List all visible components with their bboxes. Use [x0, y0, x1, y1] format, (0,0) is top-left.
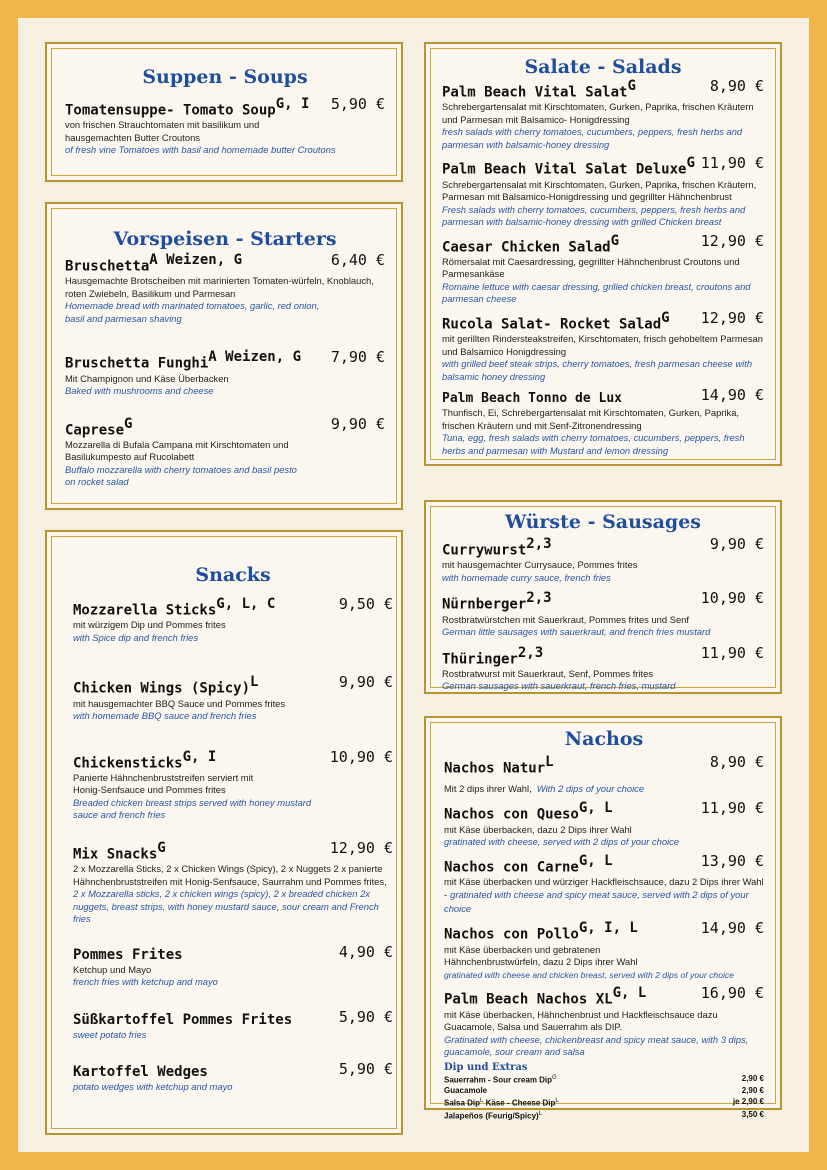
item-description-en: German little sausages with sauerkraut, and french fries mustard — [442, 626, 711, 638]
item-name: Kartoffel Wedges — [73, 1064, 208, 1081]
item-description-en: with Spice dip and french fries — [73, 631, 199, 643]
item-description-de: mit Käse überbacken, dazu 2 Dips ihrer Wahl — [444, 823, 632, 835]
item-price: 11,90 € — [700, 154, 764, 173]
item-price: 14,90 € — [700, 919, 764, 938]
item-description-en: potato wedges with ketchup and mayo — [73, 1081, 233, 1093]
item-name: Mozzarella Sticks — [73, 602, 217, 619]
extra-name: Salsa Dip — [444, 1098, 481, 1108]
menu-item — [442, 387, 764, 457]
item-name: Caprese — [65, 421, 125, 438]
item-allergens: G, I, L — [578, 920, 638, 937]
item-name: Bruschetta Funghi — [65, 355, 209, 372]
item-description-de: Mit 2 dips ihrer Wahl, — [444, 783, 532, 795]
extra-allergens: L — [538, 1110, 543, 1117]
item-allergens: 2,3 — [526, 536, 552, 552]
item-name: Bruschetta — [65, 258, 150, 275]
menu-item — [73, 674, 393, 722]
item-description-de: Schrebergartensalat mit Kirschtomaten, Gurken, Paprika, frischen Kräutern, Parmesan mit Balsamico-Honigdressing und gegrillter Hähnchenbrust — [442, 178, 757, 203]
item-name: Mix Snacks — [73, 846, 158, 863]
extra-allergens: L — [555, 1098, 559, 1105]
item-description-en: German sausages with sauerkraut, french fries, mustard — [442, 680, 676, 692]
menu-item — [442, 590, 764, 638]
menu-item — [65, 252, 385, 325]
nachos-section — [424, 716, 782, 1121]
item-price: 4,90 € — [338, 942, 393, 961]
item-name: Rucola Salat- Rocket Salad — [442, 316, 662, 333]
item-allergens: G — [157, 839, 166, 856]
section-title: Salate - Salads — [524, 56, 682, 78]
menu-item — [442, 155, 764, 228]
menu-item — [73, 840, 393, 926]
section-title: Snacks — [195, 564, 271, 586]
extras-title: Dip und Extras — [444, 1061, 528, 1073]
item-description-en: sweet potato fries — [73, 1028, 147, 1040]
item-allergens: G — [610, 232, 620, 249]
item-price: 11,90 € — [700, 799, 764, 818]
item-description-en: Romaine lettuce with caesar dressing, grilled chicken breast, croutons and parmesan cheese — [442, 280, 751, 305]
item-description-de: mit hausgemachter BBQ Sauce und Pommes frites — [73, 697, 286, 709]
menu-item — [444, 800, 764, 848]
item-name: Palm Beach Nachos XL — [444, 991, 613, 1008]
item-description-de: mit Käse überbacken, Hähnchenbrust und Hackfleischsauce dazu Guacamole, Salsa und Sauerrahm als DIP. — [444, 1008, 718, 1033]
item-name: Süßkartoffel Pommes Frites — [73, 1011, 293, 1028]
item-price: 11,90 € — [700, 643, 764, 662]
item-name: Palm Beach Vital Salat — [442, 84, 628, 101]
menu-item — [65, 96, 385, 157]
item-price: 13,90 € — [700, 851, 764, 870]
item-allergens: 2,3 — [526, 590, 552, 607]
section-title: Vorspeisen - Starters — [113, 228, 337, 250]
item-description-de: mit Käse überbacken und gebratenen Hähnchenbrustwürfeln, dazu 2 Dips ihrer Wahl — [444, 943, 638, 968]
item-allergens: G, L — [612, 985, 647, 1002]
menu-item — [65, 349, 385, 397]
item-name: Nachos con Queso — [444, 806, 579, 823]
item-name: Pommes Frites — [73, 946, 183, 963]
item-description-en: Tuna, egg, fresh salads with cherry tomatoes, cucumbers, peppers, fresh herbs and parmesan with Mustard and lemon dressing — [442, 432, 745, 456]
menu-item — [442, 310, 764, 383]
salads-section — [424, 42, 782, 466]
menu-item — [444, 754, 764, 796]
item-description-de: mit gerillten Rindersteakstreifen, Kirschtomaten, frisch gehobeltem Parmesan und Balsamico Honigdressing — [442, 333, 763, 357]
extra-allergens: G — [552, 1074, 557, 1081]
menu-item — [65, 416, 385, 489]
menu-item — [442, 645, 764, 693]
item-price: 9,90 € — [338, 673, 393, 692]
extra-name: Sauerrahm - Sour cream Dip — [444, 1075, 553, 1085]
item-price: 12,90 € — [700, 231, 764, 250]
item-price: 9,90 € — [709, 535, 764, 553]
item-description-en: With 2 dips of your choice — [536, 783, 645, 795]
item-description-de: Thunfisch, Ei, Schrebergartensalat mit Kirschtomaten, Gurken, Paprika, frischen Kräutern und mit Senf-Zitronendressing — [442, 407, 740, 431]
item-description-en: Gratinated with cheese, chickenbreast and spicy meat sauce, with 3 dips, guacamole, sour cream and salsa — [444, 1033, 749, 1058]
menu-item — [73, 1061, 393, 1094]
item-description-en: with homemade BBQ sauce and french fries — [73, 710, 257, 722]
menu-item — [444, 853, 764, 917]
extra-name: Käse - Cheese Dip — [485, 1098, 556, 1108]
extra-price: 3,50 € — [741, 1109, 764, 1119]
item-description-en: of fresh vine Tomatoes with basil and homemade butter Croutons — [65, 144, 336, 156]
menu-item — [442, 536, 764, 584]
item-description-de: Mit Champignon und Käse Überbacken — [65, 372, 229, 384]
item-description-en: gratinated with cheese and chicken breast, served with 2 dips of your choice — [444, 969, 734, 980]
item-name: Palm Beach Tonno de Lux — [442, 391, 623, 407]
item-name: Chickensticks — [73, 754, 183, 771]
item-description-en: Baked with mushrooms and cheese — [65, 385, 214, 397]
item-name: Palm Beach Vital Salat Deluxe — [442, 161, 687, 178]
item-description-en: Buffalo mozzarella with cherry tomatoes and basil pesto on rocket salad — [65, 463, 297, 488]
item-allergens: G, L — [578, 852, 613, 869]
section-title: Würste - Sausages — [505, 511, 701, 533]
item-price: 8,90 € — [709, 753, 764, 771]
item-allergens: G — [124, 415, 133, 432]
item-price: 5,90 € — [330, 95, 385, 113]
item-allergens: L — [545, 754, 554, 770]
menu-item — [444, 920, 764, 981]
menu-item — [442, 233, 764, 306]
extra-price: 2,90 € — [741, 1073, 764, 1083]
item-description-en: with homemade curry sauce, french fries — [442, 571, 611, 583]
menu-item — [73, 1009, 393, 1042]
item-price: 5,90 € — [338, 1060, 393, 1079]
extra-name: Guacamole — [444, 1086, 488, 1096]
menu-item — [442, 78, 764, 151]
extras-row — [444, 1096, 764, 1109]
item-description-en: 2 x Mozzarella sticks, 2 x chicken wings (spicy), 2 x breaded chicken 2x nuggets, breast strips, with honey mustard sauce, sour cream and French fries — [73, 888, 379, 925]
item-price: 7,90 € — [330, 348, 385, 367]
item-name: Chicken Wings (Spicy) — [73, 680, 251, 697]
item-allergens: G — [627, 78, 636, 94]
item-description-de: Rostbratwürstchen mit Sauerkraut, Pommes frites und Senf — [442, 613, 689, 625]
item-name: Nachos con Carne — [444, 858, 579, 875]
item-allergens: G — [661, 309, 670, 326]
item-description-en: fresh salads with cherry tomatoes, cucumbers, peppers, fresh herbs and parmesan with balsamic-honey dressing — [442, 126, 743, 150]
item-description-en: Homemade bread with marinated tomatoes, garlic, red onion, basil and parmesan shaving — [65, 300, 320, 324]
item-description-de: mit Käse überbacken und würziger Hackfleischsauce, dazu 2 Dips ihrer Wahl - — [444, 875, 764, 901]
item-name: Nürnberger — [442, 596, 527, 613]
item-name: Nachos Natur — [444, 760, 546, 777]
item-name: Thüringer — [442, 650, 518, 667]
item-description-de: von frischen Strauchtomaten mit basilikum und hausgemachten Butter Croutons — [65, 119, 260, 143]
item-name: Currywurst — [442, 542, 527, 559]
item-price: 14,90 € — [700, 386, 764, 405]
item-description-en: french fries with ketchup and mayo — [73, 976, 218, 988]
item-description-en: gratinated with cheese, served with 2 dips of your choice — [444, 836, 680, 848]
item-price: 10,90 € — [329, 747, 393, 766]
item-description-de: Schrebergartensalat mit Kirschtomaten, Gurken, Paprika, frischen Kräutern und Parmesan mit Balsamico- Honigdressing — [442, 101, 754, 125]
item-price: 10,90 € — [700, 589, 764, 608]
menu-item — [73, 749, 393, 822]
item-price: 8,90 € — [709, 77, 764, 95]
extra-price: 2,90 € — [741, 1086, 764, 1096]
extra-price: je 2,90 € — [732, 1097, 764, 1107]
menu-item — [73, 944, 393, 989]
item-description-en: with grilled beef steak strips, cherry tomatoes, fresh parmesan cheese with balsamic honey dressing — [442, 358, 753, 382]
section-title: Nachos — [564, 728, 644, 750]
item-allergens: 2,3 — [517, 644, 544, 661]
item-description-en: gratinated with cheese and spicy meat sauce, served with 2 dips of your choice — [444, 889, 749, 914]
item-description-de: mit würzigem Dip und Pommes frites — [73, 619, 226, 631]
item-name: Nachos con Pollo — [444, 926, 579, 943]
item-allergens: A Weizen, G — [149, 252, 243, 268]
soups-section — [45, 42, 403, 182]
item-description-en: Breaded chicken breast strips served with honey mustard sauce and french fries — [73, 796, 312, 821]
item-allergens: L — [250, 674, 259, 691]
menu-item — [73, 596, 393, 644]
item-allergens: A Weizen, G — [208, 349, 302, 366]
item-description-de: 2 x Mozzarella Sticks, 2 x Chicken Wings (Spicy), 2 x Nuggets 2 x panierte Hähnchenbruststreifen mit Honig-Senfsauce, Saurrahm und Pommes frites, — [73, 863, 387, 887]
item-price: 12,90 € — [329, 838, 393, 857]
item-price: 6,40 € — [330, 251, 385, 269]
section-title: Suppen - Soups — [142, 66, 308, 88]
item-description-de: Rostbratwurst mit Sauerkraut, Senf, Pommes frites — [442, 667, 654, 679]
item-description-de: Ketchup und Mayo — [73, 963, 152, 975]
item-description-en: Fresh salads with cherry tomatoes, cucumbers, peppers, fresh herbs and parmesan with balsamic-honey dressing with grilled Chicken breast — [442, 203, 746, 228]
item-description-de: mit hausgemachter Currysauce, Pommes frites — [442, 559, 638, 571]
extra-name: Jalapeños (Feurig/Spicy) — [444, 1111, 539, 1121]
item-name: Tomatensuppe- Tomato Soup — [65, 102, 276, 119]
item-allergens: G, L — [578, 800, 613, 817]
item-price: 9,90 € — [330, 414, 385, 433]
item-description-de: Römersalat mit Caesardressing, gegrillter Hähnchenbrust Croutons und Parmesankäse — [442, 255, 740, 280]
item-allergens: G — [686, 155, 695, 172]
sausages-section — [424, 500, 782, 694]
item-allergens: G, I — [182, 748, 217, 765]
item-price: 5,90 € — [338, 1007, 393, 1026]
item-price: 16,90 € — [700, 984, 764, 1003]
item-allergens: G, L, C — [216, 596, 276, 612]
item-name: Caesar Chicken Salad — [442, 238, 611, 255]
extras-row — [444, 1109, 764, 1122]
extras-row — [444, 1073, 764, 1086]
item-allergens: G, I — [275, 96, 310, 112]
item-description-de: Hausgemachte Brotscheiben mit marinierten Tomaten-würfeln, Knoblauch, roten Zwiebeln, Basilikum und Parmesan — [65, 275, 374, 299]
extras-row — [444, 1085, 764, 1096]
snacks-section — [45, 530, 403, 1135]
extra-allergens: L — [480, 1098, 484, 1105]
item-price: 9,50 € — [338, 595, 393, 613]
item-description-de: Panierte Hähnchenbruststreifen serviert mit Honig-Senfsauce und Pommes frites — [73, 771, 254, 796]
item-description-de: Mozzarella di Bufala Campana mit Kirschtomaten und Basilukumpesto auf Rucolabett — [65, 438, 289, 463]
item-price: 12,90 € — [700, 308, 764, 327]
menu-item — [444, 985, 764, 1058]
starters-section — [45, 202, 403, 510]
